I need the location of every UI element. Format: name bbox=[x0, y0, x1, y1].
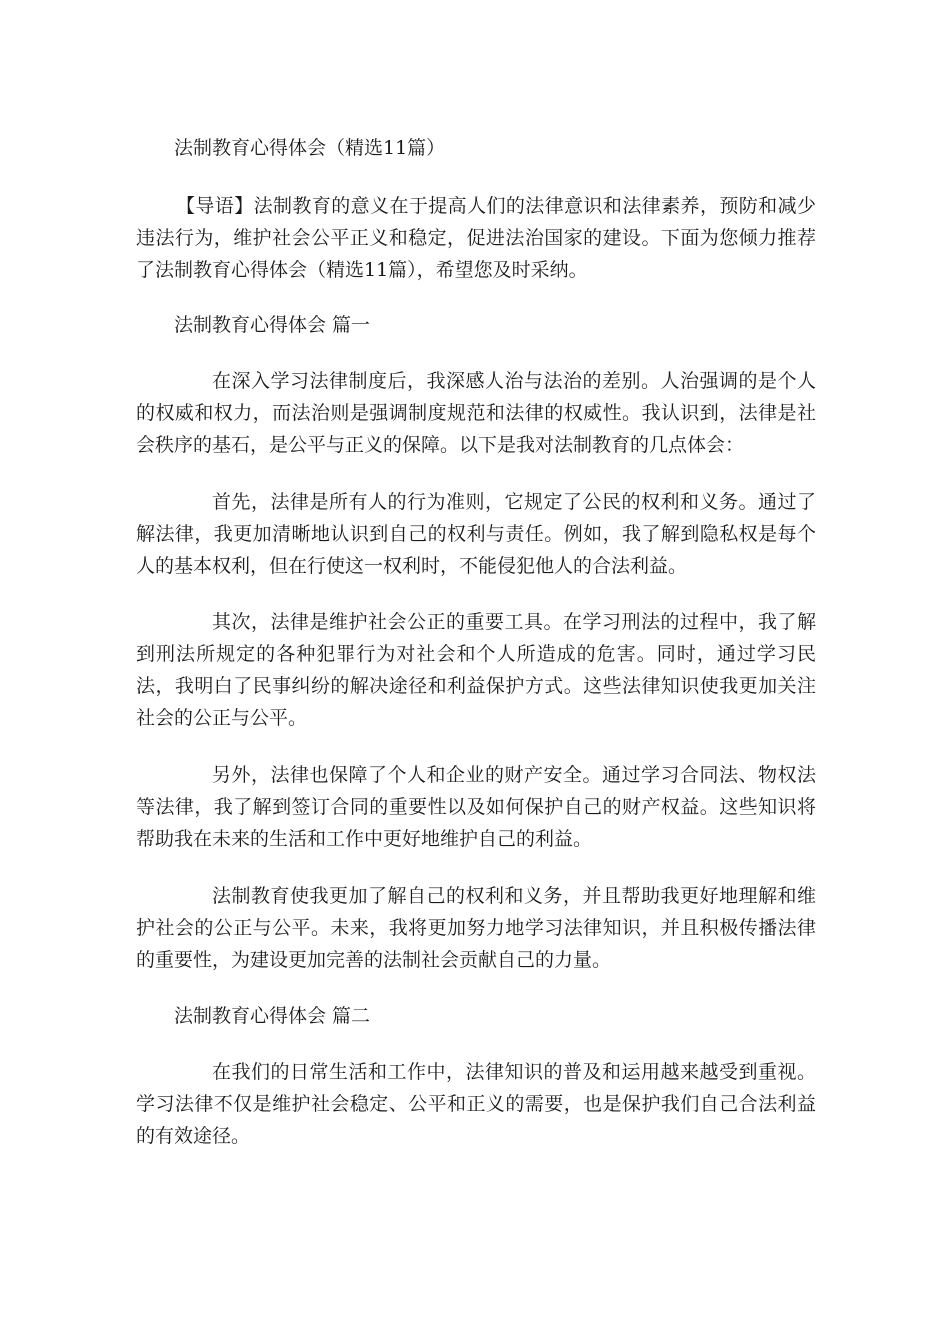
intro-paragraph: 【导语】法制教育的意义在于提高人们的法律意识和法律素养，预防和减少违法行为，维护社会公平正义和稳定，促进法治国家的建设。下面为您倾力推荐了法制教育心得体会（精选11篇），希望您及时采纳。 bbox=[136, 195, 816, 281]
section-1-paragraph-4: 另外，法律也保障了个人和企业的财产安全。通过学习合同法、物权法等法律，我了解到签订合同的重要性以及如何保护自己的财产权益。这些知识将帮助我在未来的生活和工作中更好地维护自己的利益。 bbox=[136, 764, 816, 850]
section-heading-1: 法制教育心得体会 篇一 bbox=[174, 314, 371, 336]
section-2-paragraph-1: 在我们的日常生活和工作中，法律知识的普及和运用越来越受到重视。学习法律不仅是维护社会稳定、公平和正义的需要，也是保护我们自己合法利益的有效途径。 bbox=[136, 1061, 816, 1147]
section-1-paragraph-5: 法制教育使我更加了解自己的权利和义务，并且帮助我更好地理解和维护社会的公正与公平。未来，我将更加努力地学习法律知识，并且积极传播法律的重要性，为建设更加完善的法制社会贡献自己的力量。 bbox=[136, 885, 816, 971]
section-1-paragraph-1: 在深入学习法律制度后，我深感人治与法治的差别。人治强调的是个人的权威和权力，而法治则是强调制度规范和法律的权威性。我认识到，法律是社会秩序的基石，是公平与正义的保障。以下是我对法制教育的几点体会： bbox=[136, 370, 816, 456]
document-title: 法制教育心得体会（精选11篇） bbox=[174, 137, 446, 159]
section-1-paragraph-3: 其次，法律是维护社会公正的重要工具。在学习刑法的过程中，我了解到刑法所规定的各种犯罪行为对社会和个人所造成的危害。同时，通过学习民法，我明白了民事纠纷的解决途径和利益保护方式。这些法律知识使我更加关注社会的公正与公平。 bbox=[136, 611, 816, 729]
section-heading-2: 法制教育心得体会 篇二 bbox=[174, 1005, 371, 1027]
section-1-paragraph-2: 首先，法律是所有人的行为准则，它规定了公民的权利和义务。通过了解法律，我更加清晰地认识到自己的权利与责任。例如，我了解到隐私权是每个人的基本权利，但在行使这一权利时，不能侵犯他人的合法利益。 bbox=[136, 491, 816, 577]
